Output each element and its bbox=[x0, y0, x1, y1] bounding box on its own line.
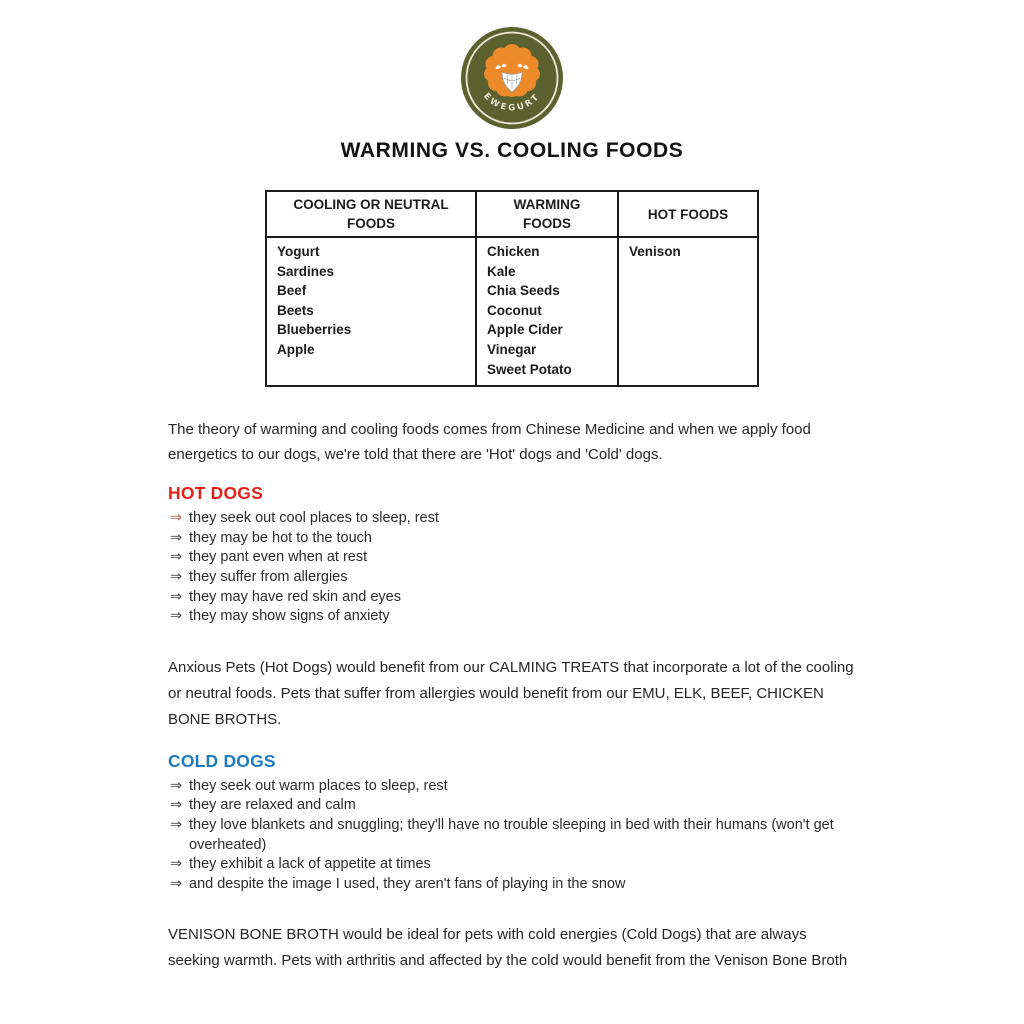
food-item: Chicken bbox=[487, 244, 540, 259]
food-item: Beets bbox=[277, 302, 314, 318]
food-item: Apple Cider Vinegar bbox=[487, 322, 563, 357]
document-body bbox=[168, 417, 856, 974]
food-item: Coconut bbox=[487, 302, 542, 318]
food-item: Sweet Potato bbox=[487, 361, 572, 377]
list-item: ⇒ they may show signs of anxiety bbox=[168, 607, 856, 627]
logo-brand-text: EWEGURT bbox=[481, 91, 543, 114]
page-title: WARMING VS. COOLING FOODS bbox=[340, 139, 684, 162]
calming-treats-paragraph: Anxious Pets (Hot Dogs) would benefit from our CALMING TREATS that incorporate a lot of the cooling or neutral foods. Pets that suffer from allergies would benefit from our EMU, ELK, BEEF, CHICKEN BONE BROTHS. bbox=[168, 658, 854, 728]
table-header-row bbox=[266, 191, 758, 237]
list-item: ⇒ they suffer from allergies bbox=[168, 568, 856, 588]
cold-dogs-list bbox=[168, 777, 856, 895]
double-arrow-icon: ⇒ bbox=[170, 568, 183, 585]
header-hot-foods: HOT FOODS bbox=[618, 191, 758, 237]
list-item: ⇒ they are relaxed and calm bbox=[168, 796, 856, 816]
double-arrow-icon: ⇒ bbox=[170, 816, 183, 833]
food-item: Chia Seeds bbox=[487, 283, 560, 299]
hot-dogs-list bbox=[168, 509, 856, 627]
header-warming-foods: WARMING FOODS bbox=[476, 191, 618, 237]
list-item: ⇒ they love blankets and snuggling; they'll have no trouble sleeping in bed with their humans (won't get overheated) bbox=[170, 816, 834, 853]
foods-table bbox=[265, 190, 759, 387]
header-cooling-or-neutral: COOLING OR NEUTRAL FOODS bbox=[266, 191, 476, 237]
intro-paragraph: The theory of warming and cooling foods comes from Chinese Medicine and when we apply food energetics to our dogs, we're told that there are 'Hot' dogs and 'Cold' dogs. bbox=[168, 421, 811, 464]
warming-foods-cell bbox=[476, 237, 618, 386]
venison-broth-paragraph: VENISON BONE BROTH would be ideal for pets with cold energies (Cold Dogs) that are always seeking warmth. Pets with arthritis and affected by the cold would benefit from the Venison Bone Broth bbox=[168, 926, 848, 970]
food-item: Kale bbox=[487, 263, 516, 279]
list-item: ⇒ they seek out cool places to sleep, rest bbox=[168, 509, 856, 529]
list-item: ⇒ they may be hot to the touch bbox=[168, 529, 856, 549]
list-item: ⇒ they seek out warm places to sleep, rest bbox=[168, 777, 856, 797]
brand-logo bbox=[0, 0, 1024, 130]
double-arrow-icon: ⇒ bbox=[170, 797, 183, 814]
double-arrow-icon: ⇒ bbox=[170, 856, 183, 873]
food-item: Apple bbox=[277, 341, 315, 357]
table-body-row bbox=[266, 237, 758, 386]
cold-dogs-heading: COLD DOGS bbox=[168, 750, 276, 771]
double-arrow-icon: ⇒ bbox=[170, 588, 183, 605]
double-arrow-icon: ⇒ bbox=[170, 549, 183, 566]
food-item: Blueberries bbox=[277, 322, 352, 338]
food-item: Beef bbox=[277, 283, 307, 299]
list-item: ⇒ they exhibit a lack of appetite at times bbox=[168, 855, 856, 875]
hot-dogs-heading: HOT DOGS bbox=[168, 483, 263, 504]
cooling-foods-cell bbox=[266, 237, 476, 386]
list-item: ⇒ they pant even when at rest bbox=[168, 548, 856, 568]
double-arrow-icon: ⇒ bbox=[170, 510, 183, 527]
food-item: Venison bbox=[629, 244, 681, 259]
list-item: ⇒ they may have red skin and eyes bbox=[168, 588, 856, 608]
ewegurt-logo-icon bbox=[460, 26, 564, 130]
double-arrow-icon: ⇒ bbox=[170, 875, 183, 892]
double-arrow-icon: ⇒ bbox=[170, 529, 183, 546]
double-arrow-icon: ⇒ bbox=[170, 777, 183, 794]
double-arrow-icon: ⇒ bbox=[170, 608, 183, 625]
food-item: Sardines bbox=[277, 263, 335, 279]
food-item: Yogurt bbox=[277, 244, 320, 259]
hot-foods-cell bbox=[618, 237, 758, 386]
list-item: ⇒ and despite the image I used, they aren't fans of playing in the snow bbox=[168, 875, 856, 895]
